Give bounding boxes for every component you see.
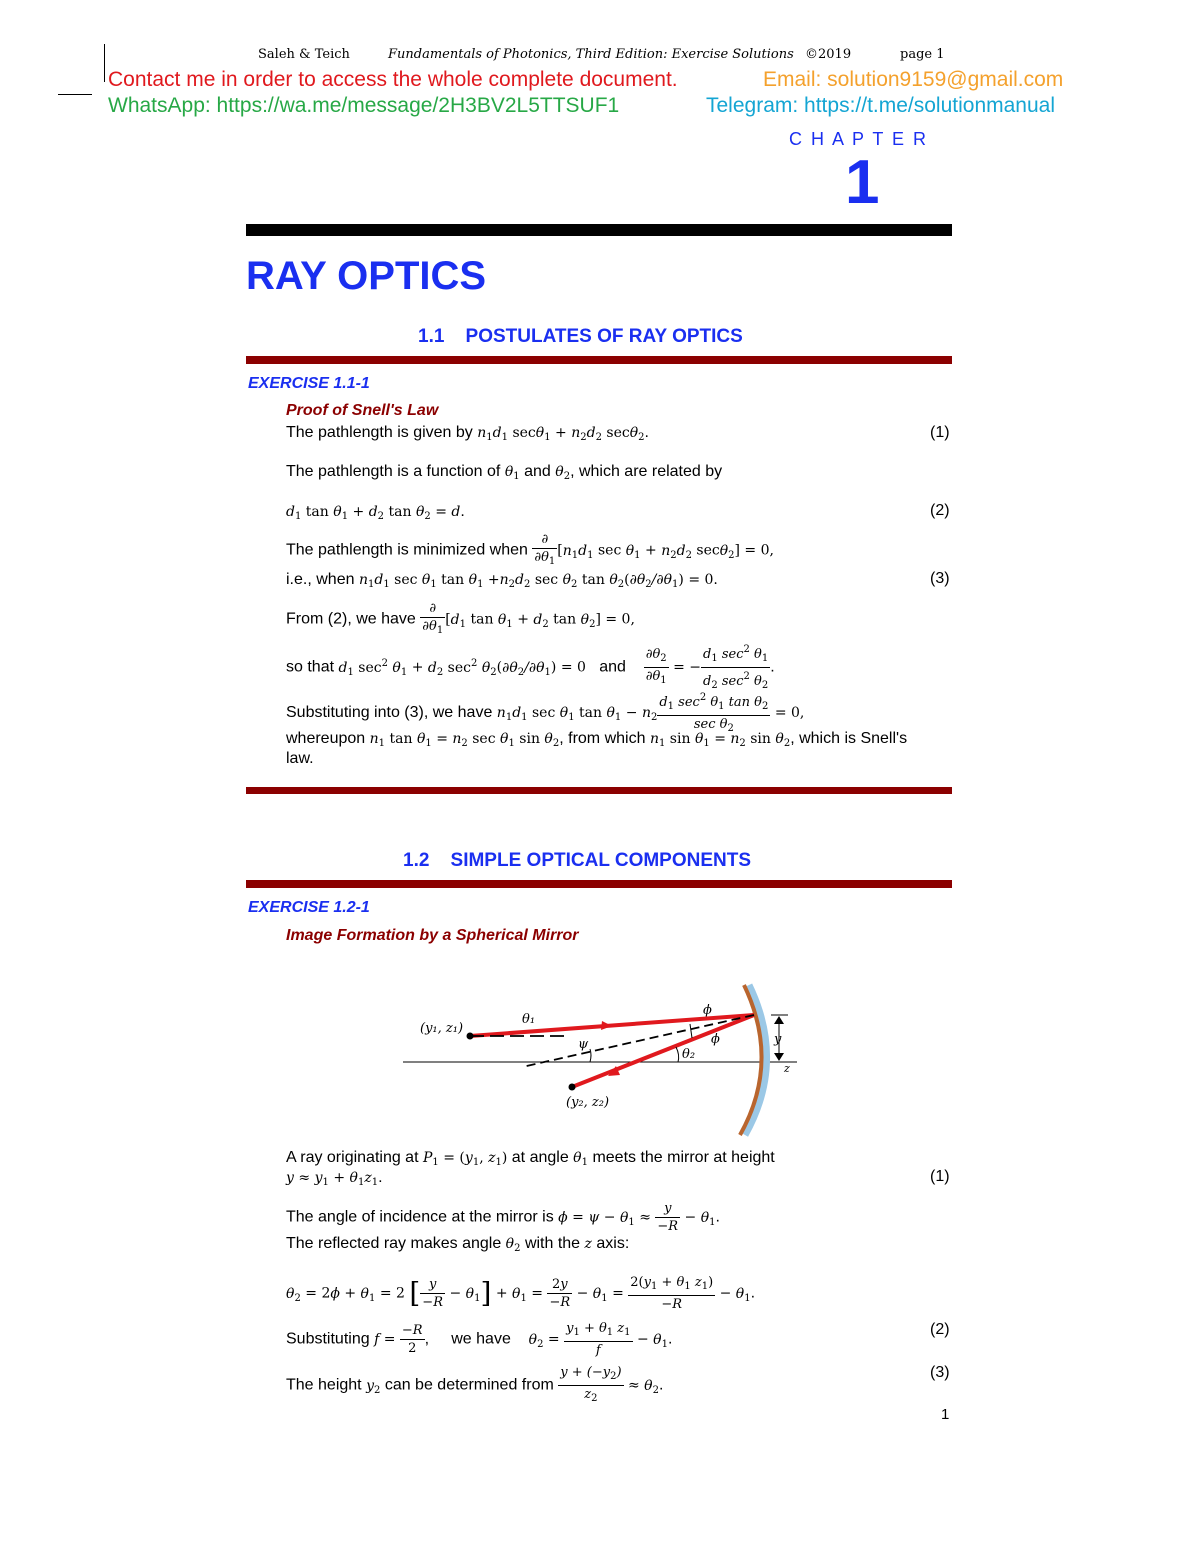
promo-whatsapp[interactable]: WhatsApp: https://wa.me/message/2H3BV2L5TTSUF1 [108,94,620,117]
label-phi-top: ϕ [703,1003,712,1018]
section-1-2-heading: 1.2 SIMPLE OPTICAL COMPONENTS [403,850,752,871]
s1-line-4: The pathlength is minimized when $\frac{\partial}{\partial\theta_1}$ [$n_1d_1$ $\sec \theta_1 + n_2d_2$ secθ$_2$] = 0, [286,532,774,567]
phi-arc [690,1024,692,1038]
exercise-1-1-1-subtitle: Proof of Snell's Law [286,402,439,419]
s1-line-5-text: i.e., when [286,571,355,588]
s1-line-9: whereupon $n_1$ $\tan \theta_1 = n_2$ $\sec \theta_1$ $\sin \theta_2$, from which $n_1$ $\sin \theta_1 = n_2$ $\sin \theta_2$, which is Snell's [286,730,908,749]
promo-contact: Contact me in order to access the whole complete document. [108,68,678,91]
s1-line-1: The pathlength is given by $n_1d_1$ $\sec\theta_1 + n_2d_2$ secθ$_2$. [286,424,649,443]
promo-telegram[interactable]: Telegram: https://t.me/solutionmanual [706,94,1056,117]
chapter-rule [246,224,952,236]
s1-line-6-text: From (2), we have [286,610,416,628]
image-point [569,1084,576,1091]
label-psi: ψ [578,1037,589,1052]
exercise-1-2-1-subtitle: Image Formation by a Spherical Mirror [286,927,579,944]
s1-line-7-text: so that [286,658,335,676]
s1-line-8-text: Substituting into (3), we have [286,704,493,722]
s2-line-4: The reflected ray makes angle $\theta_2$ with the z axis: [286,1235,630,1254]
height-arrow-top [774,1016,784,1024]
section-1-1-heading: 1.1 POSTULATES OF RAY OPTICS [418,326,743,347]
s1-line-9-mid: , from which [559,730,646,747]
s2-line-7-mid: can be determined from [384,1376,554,1394]
chapter-title: RAY OPTICS [246,254,487,298]
theta2-arc [676,1047,679,1062]
s2-line-6: Substituting f = $\frac{-R}{2}$ , we have $\theta_2$ = $\frac{y_1 + \theta_1 z_1}{f}$ − $\theta_1$. [286,1321,673,1358]
s2-line-1-mid: at angle [511,1149,569,1166]
header-authors: Saleh & Teich [258,47,350,62]
label-z: z [784,1062,790,1075]
label-phi-bottom: ϕ [711,1032,720,1047]
left-margin-bar [104,44,105,82]
s2-line-3-text: The angle of incidence at the mirror is [286,1208,554,1226]
label-theta1: θ₁ [522,1012,536,1027]
s2-eq-2: (2) [930,1321,950,1338]
s1-line-2: The pathlength is a function of $\theta_1$ and $\theta_2$, which are related by [286,463,723,482]
footer-page-number: 1 [941,1406,950,1423]
s2-line-2: $y \approx y_1 + \theta_1z_1$. [286,1169,383,1188]
exercise-1-2-1-label: EXERCISE 1.2-1 [248,899,370,916]
s1-eq-1: (1) [930,424,950,441]
label-y: y [774,1032,782,1047]
s2-line-5: $\theta_2 = 2\phi + \theta_1 = 2$ [ $\frac{y}{-R}$ − $\theta_1] + \theta_1$ = $\frac{2y}{-R}$ − $\theta_1$ = $\frac{2(y_1 + \theta_1 z_1)}{-R}$ − $\theta_1$. [286,1275,756,1312]
s2-line-1-text: A ray originating at [286,1149,419,1166]
section-1-1-rule [246,356,952,364]
height-arrow-bottom [774,1053,784,1061]
chapter-number: 1 [845,148,880,217]
s2-line-1: A ray originating at $P_1 = (y_1$, $z_1$) at angle $\theta_1$ meets the mirror at height [286,1149,775,1168]
s2-eq-3: (3) [930,1364,950,1381]
s2-line-3: The angle of incidence at the mirror is $\phi = \psi - \theta_1$ ≈ $\frac{y}{-R}$ − $\theta_1$. [286,1201,720,1234]
s2-line-4-text: The reflected ray makes angle [286,1235,502,1252]
s1-line-8: Substituting into (3), we have $n_1d_1$ $\sec \theta_1$ $\tan \theta_1 - n_2$ $\frac{d_1 \sec^2 \theta_1 \tan \theta_2}{\sec \theta_2}$ = 0, [286,689,804,737]
spherical-mirror-figure [395,975,805,1140]
header-book-title: Fundamentals of Photonics, Third Edition: Exercise Solutions [388,47,794,62]
label-p2: (y₂, z₂) [566,1095,610,1110]
s1-line-2-tail: , which are related by [570,463,723,480]
s2-line-7-text: The height [286,1376,362,1394]
s1-line-9-text: whereupon [286,730,366,747]
s2-line-7: The height $y_2$ can be determined from $\frac{y + (-y_2)}{z_2}$ ≈ $\theta_2$. [286,1365,664,1404]
s1-line-7: so that $d_1$ $\sec^2 \theta_1 + d_2$ $\sec^2 \theta_2(\partial\theta_2/\partial\theta_1) = 0$ and $\frac{\partial\theta_2}{\partial\theta_1}$ = − $\frac{d_1 \sec^2 \theta_1}{d_2 \sec^2 \theta_2}$ . [286,641,775,694]
label-p1: (y₁, z₁) [420,1021,464,1036]
s1-line-6: From (2), we have $\frac{\partial}{\partial\theta_1}$ [$d_1$ $\tan \theta_1 + d_2$ $\tan \theta_2] = 0$, [286,601,635,636]
object-point [467,1033,474,1040]
section-1-2-rule [246,880,952,888]
s1-line-2-and: and [524,463,551,480]
header-page: page 1 [900,47,945,62]
psi-arc [590,1049,591,1062]
exercise-1-1-1-label: EXERCISE 1.1-1 [248,375,370,392]
left-margin-dash [58,94,92,95]
s1-line-2-text: The pathlength is a function of [286,463,501,480]
chapter-label: C H A P T E R [789,129,929,149]
s1-eq-2: (2) [930,502,950,519]
s2-line-6-text: Substituting [286,1330,370,1348]
s1-line-3: $d_1$ $\tan \theta_1 + d_2$ $\tan \theta_2 = d$. [286,503,465,522]
s2-eq-1: (1) [930,1168,950,1185]
s1-line-9-tail: , which is Snell's [790,730,908,747]
incident-ray-arrow [601,1021,612,1030]
s2-line-4-tail: axis: [596,1235,630,1252]
header-copyright: ©2019 [805,47,852,62]
s1-eq-3: (3) [930,570,950,587]
s1-line-1-text: The pathlength is given by [286,424,473,441]
label-theta2: θ₂ [682,1047,696,1062]
s1-line-7-and: and [599,658,626,676]
s2-line-1-tail: meets the mirror at height [592,1149,775,1166]
s2-line-4-mid: with the [524,1235,581,1252]
s2-line-6-mid: , we have [424,1330,511,1348]
promo-email[interactable]: Email: solution9159@gmail.com [763,68,1064,91]
s1-line-10: law. [286,750,314,767]
s1-line-4-text: The pathlength is minimized when [286,541,528,559]
section-1-1-end-rule [246,787,952,794]
s1-line-5: i.e., when $n_1d_1$ $\sec \theta_1$ $\tan \theta_1 +n_2d_2$ $\sec \theta_2$ $\tan \theta_2(\partial\theta_2/\partial\theta_1) = 0$. [286,571,718,590]
